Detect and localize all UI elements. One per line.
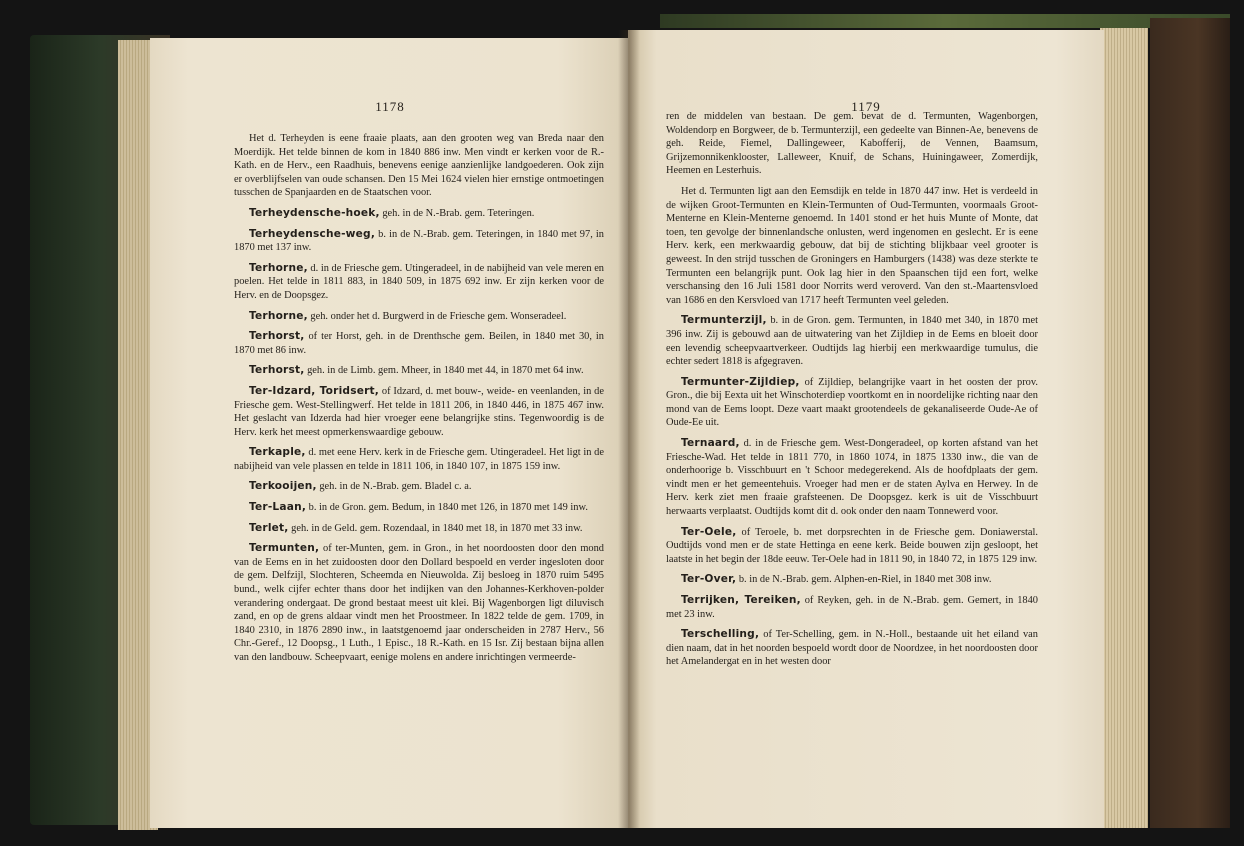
entry-text: of ter-Munten, gem. in Gron., in het noordoosten door den mond van de Eems en in het zuidoosten door den Dollard bespoeld en verder ingesloten door de gem. Delfzijl, Slochteren, Scheemda en Nieuwolda. Zij besloeg in 1870 ruim 5495 bund., welk cijfer echter thans door het indijken van den Johannes-Kerkhoven-polder verandering ondergaat. De grond bestaat meest uit klei. Bij Wagenborgen ligt diluvisch zand, en op de grens aldaar vindt men het Proostmeer. In 1822 telde de gem. 1709, in 1840 2310, in 1876 2890 inw., in laatstgenoemd jaar onderscheiden in 2787 Herv., 56 Chr.-Geref., 12 Doopsg., 1 Luth., 1 Episc., 18 R.-Kath. en 15 Isr. Zij bestaan bijna allen van den landbouw. Scheepvaart, eenige molens en andere inrichtingen vermeerde-: [234, 543, 604, 663]
entry-headword: Ter-Idzard, Toridsert,: [249, 384, 380, 397]
entry-text: b. in de Gron. gem. Termunten, in 1840 met 340, in 1870 met 396 inw. Zij is gebouwd aan de uitwatering van het Zijldiep in de Eems en bloeit door een levendig scheepvaartverkeer. Oudtijds lag hierbij een merkwaardige tumulus, die echter sedert 1818 is afgegraven.: [666, 315, 1038, 368]
entry-text: of Ter-Schelling, gem. in N.-Holl., bestaande uit het eiland van dien naam, dat in het noorden bespoeld wordt door de Noordzee, in het noordoosten door het Amelandergat en in het westen door: [666, 629, 1038, 668]
dictionary-entry: [666, 628, 1038, 669]
entry-headword: Ter-Oele,: [681, 525, 737, 538]
entry-text: of Idzard, d. met bouw-, weide- en veenlanden, in de Friesche gem. West-Stellingwerf. Het telde in 1811 206, in 1840 446, in 1875 467 inw. Het geslacht van Idzerda had hier vroeger eene belangrijke stins. Tegenwoordig is de Herv. kerk het meest opmerkenswaardige gebouw.: [234, 385, 604, 438]
entry-headword: Terhorne,: [249, 309, 308, 322]
entry-headword: Terheydensche-weg,: [249, 227, 376, 240]
text-column: [666, 110, 1038, 676]
text-column: [234, 132, 604, 672]
entry-headword: Terschelling,: [681, 628, 760, 641]
entry-headword: Ter-Over,: [681, 573, 737, 586]
dictionary-entry: [666, 314, 1038, 368]
entry-text: Het d. Terheyden is eene fraaie plaats, aan den grooten weg van Breda naar den Moerdijk. Het telde binnen de kom in 1840 886 inw. Men vindt er kerken voor de R.-Kath. en de Herv., een Raadhuis, benevens eenige aanzienlijke landgoederen. Ook zijn er overblijfselen van oude schansen. Den 15 Mei 1624 vielen hier ernstige ontmoetingen tusschen de Spanjaarden en de Staatschen voor.: [234, 133, 604, 199]
dictionary-entry: [234, 207, 604, 221]
entry-headword: Terlet,: [249, 521, 289, 534]
entry-text: of Zijldiep, belangrijke vaart in het oosten der prov. Gron., die bij Eexta uit het Winschoterdiep voortkomt en in noordelijke richting naar den mond van de Eems loopt. Deze vaart maakt grootendeels de gekanaliseerde Oude-Ae of Oude-Ee uit.: [666, 376, 1038, 429]
dictionary-entry: [234, 228, 604, 255]
book-gutter: [618, 30, 640, 828]
entry-headword: Ternaard,: [681, 437, 740, 450]
dictionary-entry: [666, 185, 1038, 307]
entry-text: of Reyken, geh. in de N.-Brab. gem. Gemert, in 1840 met 23 inw.: [666, 595, 1039, 620]
entry-text: d. met eene Herv. kerk in de Friesche gem. Utingeradeel. Het ligt in de nabijheid van vele plassen en telde in 1811 106, in 1840 107, in 1875 159 inw.: [234, 447, 604, 472]
entry-headword: Terkooijen,: [249, 480, 317, 493]
dictionary-entry: [234, 522, 604, 536]
right-page: [628, 30, 1104, 828]
entry-headword: Terhorst,: [249, 364, 305, 377]
left-page: [150, 38, 630, 828]
dictionary-entry: [234, 446, 604, 473]
dictionary-entry: [234, 132, 604, 200]
entry-text: ren de middelen van bestaan. De gem. bevat de d. Termunten, Wagenborgen, Woldendorp en Borgweer, de b. Termunterzijl, een gedeelte van Binnen-Ae, benevens de geh. Reide, Fiemel, Dallingeweer, Kabofferij, de Vennen, Baamsum, Grijzemonnikenklooster, Lalleweer, Knuif, de Schans, Huiningaweer, Zomerdijk, Heemen en Lesterhuis.: [666, 111, 1038, 177]
entry-text: b. in de Gron. gem. Bedum, in 1840 met 126, in 1870 met 149 inw.: [306, 502, 588, 514]
entry-headword: Terrijken, Tereiken,: [681, 594, 801, 606]
entry-text: b. in de N.-Brab. gem. Alphen-en-Riel, in 1840 met 308 inw.: [736, 574, 992, 586]
entry-text: geh. in de N.-Brab. gem. Teteringen.: [379, 207, 535, 219]
entry-text: Het d. Termunten ligt aan den Eemsdijk en telde in 1870 447 inw. Het is verdeeld in de wijken Groot-Termunten en Klein-Termunten of Oud-Termunten, voormaals Groot-Menterne en Klein-Menterne genoemd. In 1401 stond er het huis Munte of Monte, dat toen, ten gevolge der binnenlandsche onlusten, werd ingenomen en geslecht. Er is eene Herv. kerk, een merkwaardig gebouw, dat bij de stichting blijkbaar veel grooter is geweest. In den strijd tusschen de Groningers en Hamburgers (1438) was deze sterkte te Termunten een belangrijk punt. Ook lag hier in den Spaanschen tijd een fort, welke verschansing den 16 Juli 1581 door Norrits werd veroverd. Van den st.-Maartensvloed van 1686 en den Kersvloed van 1717 heeft Termunten veel geleden.: [666, 185, 1038, 306]
entry-headword: Termunten,: [249, 542, 320, 555]
dictionary-entry: [234, 330, 604, 357]
dictionary-entry: [666, 110, 1038, 178]
entry-headword: Termunter-Zijldiep,: [681, 375, 800, 388]
entry-headword: Ter-Laan,: [249, 501, 307, 514]
entry-text: geh. in de Limb. gem. Mheer, in 1840 met 44, in 1870 met 64 inw.: [304, 365, 584, 377]
dictionary-entry: [234, 364, 604, 378]
entry-text: b. in de N.-Brab. gem. Teteringen, in 1840 met 97, in 1870 met 137 inw.: [234, 228, 604, 254]
dictionary-entry: [234, 385, 604, 439]
dictionary-entry: [234, 262, 604, 303]
page-number: 1178: [375, 99, 405, 114]
dictionary-entry: [666, 376, 1038, 430]
entry-text: geh. onder het d. Burgwerd in de Friesche gem. Wonseradeel.: [307, 310, 567, 322]
entry-headword: Terheydensche-hoek,: [249, 206, 380, 219]
page-edges-right: [1100, 28, 1148, 828]
dictionary-entry: [666, 573, 1038, 587]
entry-text: geh. in de N.-Brab. gem. Bladel c. a.: [316, 481, 472, 493]
entry-text: of Teroele, b. met dorpsrechten in de Friesche gem. Doniawerstal. Oudtijds vond men er de state Hettinga en eene kerk. Beide bouwen zijn gesloopt, het laatste in het begin der 18de eeuw. Ter-Oele had in 1811 90, in 1840 72, in 1875 129 inw.: [666, 526, 1038, 565]
page-number: 1179: [851, 99, 881, 114]
dictionary-entry: [234, 310, 604, 324]
dictionary-entry: [666, 437, 1038, 519]
entry-headword: Termunterzijl,: [681, 314, 767, 327]
entry-text: d. in de Friesche gem. Utingeradeel, in de nabijheid van vele meren en poelen. Het telde in 1811 883, in 1840 509, in 1875 692 inw. Er zijn kerken voor de Herv. en de Doopsgez.: [234, 262, 604, 301]
dictionary-entry: [234, 480, 604, 494]
dictionary-entry: [234, 501, 604, 515]
book-cover-top: [660, 14, 1230, 28]
entry-text: of ter Horst, geh. in de Drenthsche gem. Beilen, in 1840 met 30, in 1870 met 86 inw.: [234, 331, 604, 356]
entry-headword: Terhorne,: [249, 261, 308, 274]
entry-headword: Terkaple,: [249, 446, 306, 459]
dictionary-entry: [666, 594, 1038, 621]
entry-text: geh. in de Geld. gem. Rozendaal, in 1840 met 18, in 1870 met 33 inw.: [288, 522, 583, 534]
dictionary-entry: [234, 542, 604, 664]
entry-text: d. in de Friesche gem. West-Dongeradeel, op korten afstand van het Friesche-Wad. Het telde in 1811 770, in 1860 1074, in 1875 1330 inw., die van de onderhoorige b. Visschbuurt en 't Schoor medegerekend. Als de hoofdplaats der gem. vindt men er het gemeentehuis. Vroeger had men er de staten Aylva en Herwey. In de Herv. kerk ziet men fraaie grafsteenen. De Doopsgez. kerk is uit de Visschbuurt herwaarts verplaatst. Oudtijds komt dit d. ook onder den naam Tonnewerd voor.: [666, 438, 1038, 518]
dictionary-entry: [666, 526, 1038, 567]
book-cover-right: [1150, 18, 1230, 828]
entry-headword: Terhorst,: [249, 330, 305, 343]
